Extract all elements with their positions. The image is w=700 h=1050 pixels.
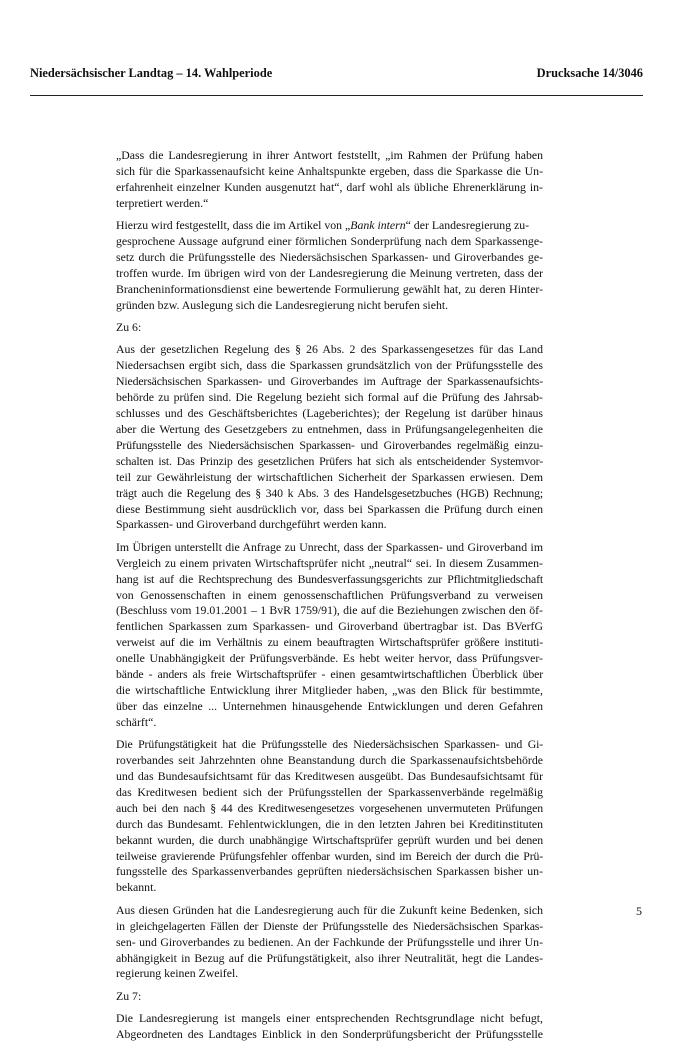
text-line: Niedersächsischen Sparkassen- und Giroverbandes im Auftrage der Sparkassenaufsichts- (116, 374, 543, 389)
text-line: schlusses und des Geschäftsberichtes (Lageberichtes); der Regelung ist darüber hinaus (116, 406, 543, 421)
header-parliament: Niedersächsischer Landtag – 14. Wahlperiode (30, 66, 273, 80)
page-number: 5 (636, 904, 642, 918)
page-header (30, 66, 643, 82)
paragraph-access-rights (116, 1011, 543, 1043)
article-source: Bank intern (350, 218, 406, 233)
paragraph-bank-intern (116, 218, 543, 313)
text-line: Brancheninformationsdienst eine bewertende Formulierung gewählt hat, zu deren Hinter- (116, 281, 543, 296)
text-line: schalten ist. Das Prinzip des gesetzlichen Prüfers hat sich als entscheidender Systemvor- (116, 453, 543, 468)
text-line: schärft“. (116, 714, 157, 729)
text-line: verweist auf die im Verhältnis zu einem beauftragten Wirtschaftsprüfer größere instituti- (116, 635, 543, 650)
text-line: troffen wurde. Im übrigen wird von der Landesregierung die Meinung vertreten, dass der (116, 265, 543, 280)
text-line: von Genossenschaften in einem genossenschaftlichen Prüfungsverband zu verweisen (116, 587, 543, 602)
header-divider (30, 95, 643, 96)
text-line: sich für die Sparkassenaufsicht keine Anhaltspunkte ergeben, dass die Sparkasse die Un- (116, 163, 543, 178)
document-body (116, 148, 543, 1050)
text-line: Im Übrigen unterstellt die Anfrage zu Unrecht, dass der Sparkassen- und Giroverband im (116, 539, 543, 554)
text-line: bekannt wurden, die durch unabhängige Wirtschaftsprüfer geprüft wurden und bei denen (116, 832, 543, 847)
text-line: bände - anders als freie Wirtschaftsprüfer - einen gesamtwirtschaftlichen Überblick über (116, 667, 543, 682)
text-line: „Dass die Landesregierung in ihrer Antwort feststellt, „im Rahmen der Prüfung haben (116, 148, 543, 162)
text-line: erfahrenheit einzelner Kunden ausgenutzt hat“, darf wohl als übliche Ehrenerklärung in- (116, 179, 543, 194)
text-line: regierung keinen Zweifel. (116, 966, 239, 981)
text-line: über das einzelne ... Unternehmen hinausgehende Entwicklungen und deren Gefahren (116, 698, 543, 713)
text-line: gesprochene Aussage aufgrund einer förmlichen Sonderprüfung nach dem Sparkassenge- (116, 234, 543, 249)
text-line: setz durch die Prüfungsstelle des Niedersächsischen Sparkassen- und Giroverbandes ge- (116, 249, 543, 264)
text-line: Abgeordneten des Landtages Einblick in den Sonderprüfungsbericht der Prüfungsstelle (116, 1027, 543, 1042)
paragraph-legal-basis (116, 342, 543, 533)
text-line: roverbandes seit Jahrzehnten ohne Beanstandung durch die Sparkassenaufsichtsbehörde (116, 753, 543, 768)
paragraph-quote (116, 148, 543, 212)
text-line: fentlichen Sparkassen zum Sparkassen- und Giroverband übertragbar ist. Das BVerfG (116, 619, 543, 634)
text-line: auch bei den nach § 44 des Kreditwesengesetzes vorgesehenen unvermuteten Prüfungen (116, 800, 543, 815)
text-line: durch das Bundesamt. Fehlentwicklungen, die in den letzten Jahren bei Kreditinstituten (116, 816, 543, 831)
text-line: sen- und Giroverbandes zu bedienen. An der Fachkunde der Prüfungsstelle und ihrer Un- (116, 934, 543, 949)
text-line: Vergleich zu einem privaten Wirtschaftsprüfer nicht „neutral“ sei. In diesem Zusammen- (116, 555, 543, 570)
text-line: trägt auch die Regelung des § 340 k Abs. 3 des Handelsgesetzbuches (HGB) Rechnung; (116, 485, 543, 500)
paragraph-audit-record (116, 737, 543, 896)
text-line: Prüfungsstelle des Niedersächsischen Sparkassen- und Giroverbandes regelmäßig einzu- (116, 437, 543, 452)
text-line: in gleichgelagerten Fällen der Dienste der Prüfungsstelle des Niedersächsischen Sparkas- (116, 918, 543, 933)
text-line: die wirtschaftliche Entwicklung ihrer Mitglieder haben, „was den Blick für bestimmte, (116, 683, 543, 697)
text-line: diese Bestimmung sieht ausdrücklich vor, dass bei Sparkassen die Prüfung durch einen (116, 501, 543, 516)
text-line: teilweise gravierende Prüfungsfehler offenbar wurden, sind im Bereich der durch die Prü- (116, 848, 543, 863)
text-line: und das Bundesaufsichtsamt für das Kreditwesen ausgeübt. Das Bundesaufsichtsamt für (116, 769, 543, 784)
paragraph-neutrality (116, 540, 543, 731)
text-line: Hierzu wird festgestellt, dass die im Artikel von „Bank intern“ der Landesregierung zu- (116, 218, 530, 233)
section-heading-6: Zu 6: (116, 320, 142, 335)
text-line: hang ist auf die Rechtsprechung des Bundesverfassungsgerichts zur Pflichtmitgliedschaft (116, 571, 543, 586)
text-line: das Kreditwesen bedient sich der Prüfungsstellen der Sparkassenverbände regelmäßig (116, 784, 543, 799)
text-line: onelle Unabhängigkeit der Prüfungsverbände. Es hebt weiter hervor, dass Prüfungsver- (116, 651, 543, 666)
text-line: behörde zu prüfen sind. Die Regelung bezieht sich formal auf die Prüfung des Jahrsab- (116, 390, 543, 405)
text-line: Aus der gesetzlichen Regelung des § 26 Abs. 2 des Sparkassengesetzes für das Land (116, 342, 543, 357)
text-line: Die Landesregierung ist mangels einer entsprechenden Rechtsgrundlage nicht befugt, (116, 1011, 543, 1026)
text-line: Sparkassen- und Giroverband durchgeführt werden kann. (116, 517, 387, 532)
section-heading-7: Zu 7: (116, 988, 142, 1003)
text-line: Niedersachsen ergibt sich, dass die Sparkassen grundsätzlich von der Prüfungsstelle des (116, 358, 543, 373)
text-line: gründen bzw. Auslegung sich die Landesregierung nicht berufen sieht. (116, 297, 449, 312)
text-line: Die Prüfungstätigkeit hat die Prüfungsstelle des Niedersächsischen Sparkassen- und Gi- (116, 737, 543, 752)
paragraph-conclusion (116, 903, 543, 983)
text-line: bekannt. (116, 880, 157, 895)
text-line: abhängigkeit in Bezug auf die Prüfungstätigkeit, also ihrer Neutralität, hegt die Landes- (116, 950, 543, 965)
text-line: (Beschluss vom 19.01.2001 – 1 BvR 1759/91), die auf die Beziehungen zwischen den öf- (116, 603, 543, 618)
header-document-number: Drucksache 14/3046 (536, 66, 643, 80)
text-line: Aus diesen Gründen hat die Landesregierung auch für die Zukunft keine Bedenken, sich (116, 902, 543, 917)
text-line: fungsstelle des Sparkassenverbandes geprüften niedersächsischen Sparkassen bisher un- (116, 864, 543, 879)
text-line: teil zur Gewährleistung der wirtschaftlichen Sicherheit der Sparkassen erwiesen. Dem (116, 469, 543, 484)
text-line: aber die Wertung des Gesetzgebers zu entnehmen, dass in Prüfungsangelegenheiten die (116, 422, 543, 436)
text-line: terpretiert werden.“ (116, 195, 209, 210)
